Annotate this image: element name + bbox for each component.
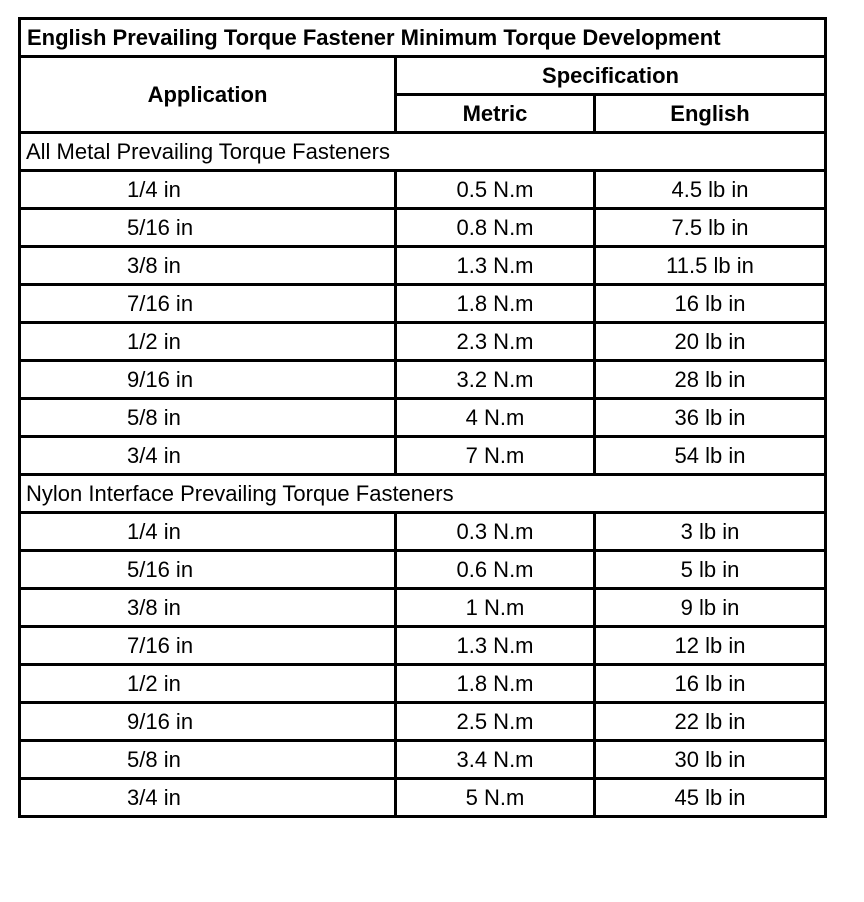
table-row: [20, 437, 826, 475]
english-cell: 4.5 lb in: [595, 171, 826, 209]
header-application: Application: [20, 57, 396, 133]
application-cell: 9/16 in: [20, 361, 396, 399]
table-row: [20, 209, 826, 247]
application-cell: 7/16 in: [20, 285, 396, 323]
section-label: All Metal Prevailing Torque Fasteners: [20, 133, 826, 171]
table-row: [20, 247, 826, 285]
english-cell: 54 lb in: [595, 437, 826, 475]
table-row: [20, 741, 826, 779]
english-cell: 7.5 lb in: [595, 209, 826, 247]
metric-cell: 4 N.m: [396, 399, 595, 437]
english-cell: 12 lb in: [595, 627, 826, 665]
table-row: [20, 589, 826, 627]
application-cell: 1/2 in: [20, 665, 396, 703]
english-cell: 30 lb in: [595, 741, 826, 779]
english-cell: 16 lb in: [595, 285, 826, 323]
metric-cell: 0.5 N.m: [396, 171, 595, 209]
metric-cell: 2.3 N.m: [396, 323, 595, 361]
torque-spec-table: [18, 17, 827, 818]
header-english: English: [595, 95, 826, 133]
metric-cell: 1.3 N.m: [396, 247, 595, 285]
application-cell: 9/16 in: [20, 703, 396, 741]
english-cell: 45 lb in: [595, 779, 826, 817]
metric-cell: 1.8 N.m: [396, 665, 595, 703]
header-specification: Specification: [396, 57, 826, 95]
table-row: [20, 323, 826, 361]
section-row: [20, 475, 826, 513]
table-row: [20, 779, 826, 817]
table-row: [20, 361, 826, 399]
table-row: [20, 627, 826, 665]
english-cell: 36 lb in: [595, 399, 826, 437]
english-cell: 16 lb in: [595, 665, 826, 703]
metric-cell: 1.8 N.m: [396, 285, 595, 323]
english-cell: 28 lb in: [595, 361, 826, 399]
table-row: [20, 703, 826, 741]
table-row: [20, 513, 826, 551]
metric-cell: 3.2 N.m: [396, 361, 595, 399]
metric-cell: 1.3 N.m: [396, 627, 595, 665]
english-cell: 20 lb in: [595, 323, 826, 361]
application-cell: 1/2 in: [20, 323, 396, 361]
application-cell: 3/4 in: [20, 437, 396, 475]
metric-cell: 7 N.m: [396, 437, 595, 475]
english-cell: 3 lb in: [595, 513, 826, 551]
table-row: [20, 399, 826, 437]
table-title: English Prevailing Torque Fastener Minimum Torque Development: [20, 19, 826, 57]
metric-cell: 3.4 N.m: [396, 741, 595, 779]
metric-cell: 1 N.m: [396, 589, 595, 627]
metric-cell: 5 N.m: [396, 779, 595, 817]
application-cell: 5/16 in: [20, 551, 396, 589]
english-cell: 22 lb in: [595, 703, 826, 741]
metric-cell: 0.8 N.m: [396, 209, 595, 247]
metric-cell: 2.5 N.m: [396, 703, 595, 741]
header-metric: Metric: [396, 95, 595, 133]
table-row: [20, 171, 826, 209]
table-body: [20, 133, 826, 817]
table-row: [20, 665, 826, 703]
section-row: [20, 133, 826, 171]
english-cell: 11.5 lb in: [595, 247, 826, 285]
english-cell: 9 lb in: [595, 589, 826, 627]
application-cell: 3/8 in: [20, 589, 396, 627]
application-cell: 5/16 in: [20, 209, 396, 247]
section-label: Nylon Interface Prevailing Torque Fasteners: [20, 475, 826, 513]
table-row: [20, 285, 826, 323]
application-cell: 1/4 in: [20, 171, 396, 209]
application-cell: 5/8 in: [20, 399, 396, 437]
application-cell: 3/4 in: [20, 779, 396, 817]
application-cell: 5/8 in: [20, 741, 396, 779]
metric-cell: 0.6 N.m: [396, 551, 595, 589]
application-cell: 7/16 in: [20, 627, 396, 665]
application-cell: 3/8 in: [20, 247, 396, 285]
metric-cell: 0.3 N.m: [396, 513, 595, 551]
table-row: [20, 551, 826, 589]
english-cell: 5 lb in: [595, 551, 826, 589]
application-cell: 1/4 in: [20, 513, 396, 551]
